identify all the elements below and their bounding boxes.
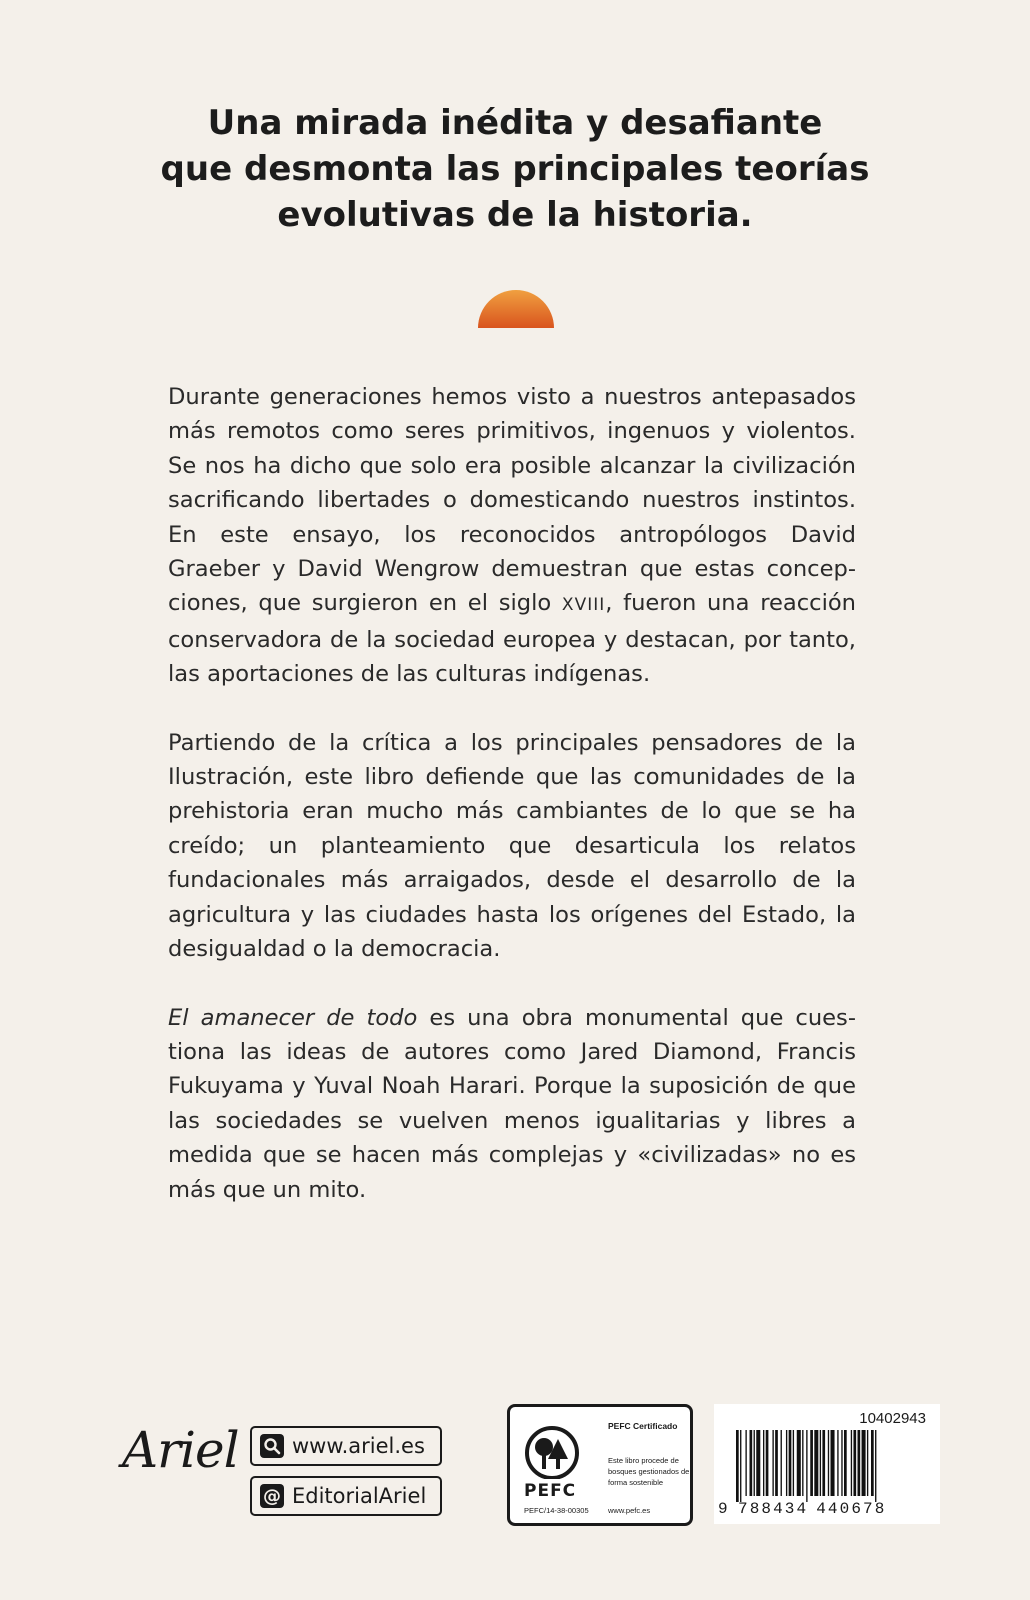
pefc-tree-icon	[524, 1425, 580, 1479]
search-icon	[260, 1434, 284, 1458]
pefc-certification	[507, 1404, 693, 1526]
barcode-bar	[789, 1430, 792, 1496]
blurb-paragraph-2: Partiendo de la crítica a los principales pensadores de la Ilustración, este libro defiende que las comunidades de la prehistoria eran mucho más cambiantes de lo que se ha creído; un planteamiento que desarticula los relatos fundacionales más arraigados, desde el desarrollo de la agricultura y las ciudades hasta los orígenes del Estado, la desigualdad o la democracia.	[168, 729, 856, 963]
pefc-description: Este libro procede de bosques gestionados de forma sostenible	[608, 1456, 690, 1487]
barcode-bar	[750, 1430, 753, 1496]
social-text: EditorialAriel	[292, 1484, 427, 1508]
barcode-bar	[828, 1430, 829, 1496]
barcode-bar	[822, 1430, 825, 1496]
barcode-bar	[837, 1430, 838, 1496]
barcode-bar	[754, 1430, 755, 1496]
barcode-bar	[851, 1430, 852, 1496]
barcode-bar	[745, 1430, 746, 1496]
barcode-bar	[841, 1430, 842, 1496]
barcode-bar	[786, 1430, 787, 1496]
blurb-paragraph-1: Durante generaciones hemos visto a nuestros antepasados más remotos como seres primitivos, ingenuos y violentos. Se nos ha dicho que solo era posible alcanzar la civilización sacrificando libertades o domesticando nuestros instintos. En este ensayo, los reconocidos antropólogos David Graeber y David Wengrow demuestran que estas concepciones, que surgieron en el siglo XVIII, fueron una reacción conservadora de la sociedad europea y destacan, por tanto, las aportaciones de las culturas indígenas.	[168, 384, 856, 688]
at-sign-icon: @	[260, 1484, 284, 1508]
blurb-paragraph-3: El amanecer de todo es una obra monumental que cuestiona las ideas de autores como Jared Diamond, Francis Fukuyama y Yuval Noah Harari. Porque la suposición de que las sociedades se vuelven menos igualitarias y libres a medida que se hacen más complejas y «civilizadas» no es más que un mito.	[168, 1004, 856, 1203]
barcode-bar	[844, 1430, 847, 1496]
headline-line-1: Una mirada inédita y desafiante	[207, 103, 823, 143]
barcode-bar	[858, 1430, 861, 1496]
website-text: www.ariel.es	[292, 1434, 425, 1458]
barcode-bar	[802, 1430, 803, 1496]
isbn-barcode	[714, 1404, 940, 1524]
back-cover-blurb	[168, 380, 856, 1241]
internal-code: 10402943	[859, 1410, 926, 1427]
century-numeral: XVIII	[561, 595, 606, 616]
barcode-bar	[862, 1430, 866, 1496]
headline	[120, 100, 910, 238]
barcode-bar	[740, 1430, 741, 1502]
barcode-bar	[871, 1430, 874, 1496]
social-handle[interactable]	[250, 1476, 442, 1516]
isbn-group-1: 788434	[738, 1500, 809, 1518]
barcode-bar	[875, 1430, 876, 1502]
barcode-bar	[853, 1430, 856, 1496]
pefc-title: PEFC Certificado	[608, 1421, 678, 1431]
website-link[interactable]	[250, 1426, 442, 1466]
publisher-logo: Ariel	[122, 1421, 239, 1479]
barcode-bar	[820, 1430, 821, 1496]
pefc-url: www.pefc.es	[608, 1506, 651, 1515]
barcode-bar	[797, 1430, 801, 1496]
barcode-bar	[763, 1430, 764, 1496]
barcode-bar	[793, 1430, 794, 1496]
barcode-bar	[810, 1430, 813, 1496]
rising-sun-icon	[476, 290, 556, 330]
barcode-bars	[736, 1430, 932, 1502]
book-title: El amanecer de todo	[168, 1004, 418, 1031]
barcode-bar	[806, 1430, 807, 1502]
barcode-bar	[775, 1430, 778, 1496]
barcode-bar	[814, 1430, 818, 1496]
isbn-digits	[718, 1500, 938, 1518]
barcode-bar	[831, 1430, 835, 1496]
barcode-bar	[781, 1430, 782, 1496]
pefc-code: PEFC/14-38-00305	[524, 1506, 589, 1515]
isbn-group-2: 440678	[816, 1500, 887, 1518]
isbn-first-digit: 9	[718, 1500, 728, 1518]
barcode-bar	[772, 1430, 773, 1496]
pefc-logo-text: PEFC	[524, 1481, 577, 1501]
barcode-bar	[756, 1430, 760, 1496]
barcode-bar	[736, 1430, 739, 1502]
barcode-bar	[867, 1430, 868, 1496]
headline-line-3: evolutivas de la historia.	[277, 195, 753, 235]
barcode-bar	[766, 1430, 769, 1496]
headline-line-2: que desmonta las principales teorías	[160, 149, 870, 189]
